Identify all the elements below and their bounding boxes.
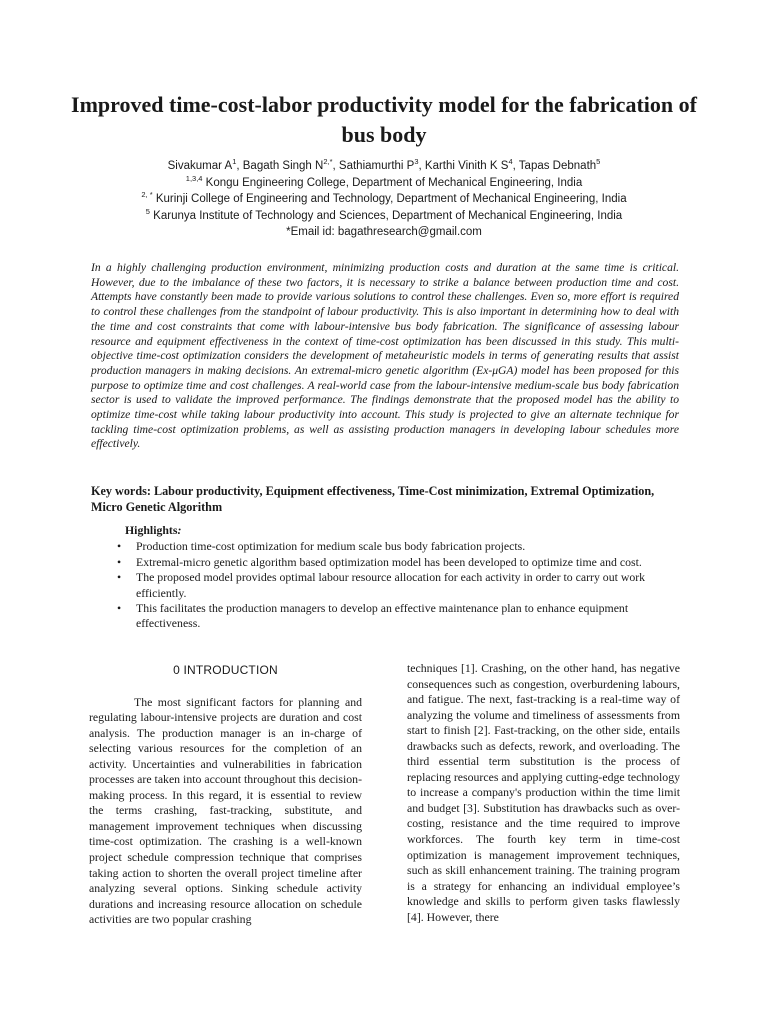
paper-title: Improved time-cost-labor productivity model for the fabrication of bus body — [71, 92, 697, 147]
highlight-item — [117, 555, 687, 570]
affiliation-superscript: 1,3,4 — [185, 173, 203, 183]
highlights-colon: : — [177, 523, 182, 537]
author-superscript: 3 — [414, 157, 419, 167]
highlights-heading — [125, 523, 687, 538]
highlight-item — [117, 539, 687, 554]
abstract: In a highly challenging production environment, minimizing production costs and duration at the same time is critical. However, due to the imbalance of these two factors, it is necessary to strike a balance between production time and cost. Attempts have constantly been made to provide various solutions to control these challenges. Even so, more effort is required to control these challenges from the standpoint of labour productivity. This is also important in determining how to deal with the time and cost constraints that come with labour-intensive bus body fabrication. The significance of assessing labour resource and equipment effectiveness in the context of time-cost optimization has been discussed in this study. This multi-objective time-cost optimization considers the development of metaheuristic models in terms of generating results that assist production managers in making decisions. An extremal-micro genetic algorithm (Ex-μGA) model has been proposed for this purpose to optimize time and cost challenges. A real-world case from the labour-intensive medium-scale bus body fabrication sector is used to validate the improved performance. The findings demonstrate that the proposed model has the ability to optimize time-cost while taking labour productivity into account. This study is projected to give an alternate technique for tackling time-cost optimization problems, as well as assisting production managers in developing labour schedules more effectively. — [91, 261, 679, 451]
affiliation-line — [40, 175, 728, 192]
affiliation-superscript: 2, * — [141, 190, 153, 200]
affiliation-line — [40, 191, 728, 208]
author-block — [40, 158, 728, 241]
author-name: Sivakumar A — [167, 160, 233, 172]
keywords: Key words: Labour productivity, Equipment effectiveness, Time-Cost minimization, Extremal Optimization, Micro Genetic Algorithm — [91, 484, 655, 514]
bullet-icon: • — [117, 554, 122, 569]
intro-paragraph: The most significant factors for planning and regulating labour-intensive projects are duration and cost analysis. The production manager is an in-charge of selecting various resources for the completion of an activity. Uncertainties and vulnerabilities in fabrication processes are taken into account throughout this decision-making process. In this regard, it is essential to review the terms crashing, fast-tracking, substitute, and management improvement techniques when discussing time-cost optimization. The crashing is a well-known project schedule compression technique that comprises taking action to shorten the overall project timeline after analyzing several options. Sinking schedule activity durations and increasing resource allocation on schedule activities are two popular crashing — [89, 694, 362, 927]
author-list: Sivakumar $A^1$, Bagath Singh $N^{2,*}$, Sathiamurthi $P^3$, Karthi Vinith K $S^4$, Tapas Debnath$^5$ — [167, 157, 601, 172]
bullet-icon: • — [117, 570, 122, 585]
highlight-text: This facilitates the production managers to develop an effective maintenance plan to enhance equipment effectiveness. — [136, 601, 629, 631]
affiliation-text: Kurinji College of Engineering and Technology, Department of Mechanical Engineering, India — [155, 193, 627, 205]
highlight-text: Extremal-micro genetic algorithm based optimization model has been developed to optimize time and cost. — [136, 554, 642, 569]
affiliation-text: Karunya Institute of Technology and Sciences, Department of Mechanical Engineering, India — [153, 209, 623, 222]
author-name: Bagath Singh N — [242, 160, 324, 172]
highlight-text: Production time-cost optimization for medium scale bus body fabrication projects. — [136, 539, 526, 554]
highlights-title: Highlights — [125, 523, 178, 537]
bullet-icon: • — [117, 539, 122, 554]
author-superscript: 4 — [508, 157, 513, 167]
author-superscript: 5 — [596, 157, 601, 167]
affiliation-text: Kongu Engineering College, Department of Mechanical Engineering, India — [205, 176, 583, 189]
author-superscript: 2,* — [323, 157, 333, 167]
author-email: *Email id: bagathresearch@gmail.com — [286, 226, 482, 238]
bullet-icon: • — [117, 601, 122, 616]
intro-right-column — [407, 661, 680, 925]
author-name: Karthi Vinith K S — [424, 160, 509, 172]
affiliation-superscript: 5 — [145, 206, 150, 216]
highlight-item — [117, 570, 687, 601]
intro-paragraph-continued: techniques [1]. Crashing, on the other hand, has negative consequences such as congestion, overburdening labours, and fatigue. The next, fast-tracking is a real-time way of analyzing the volume and timeliness of assessments from start to finish [2]. Fast-tracking, on the other side, entails drawbacks such as defects, rework, and overloading. The third essential term substitution is the process of replacing resources and applying cutting-edge technology to increase a company's production within the time limit and budget [3]. Substitution has drawbacks such as over-costing, resistance and the time required to improve workforces. The fourth key term in time-cost optimization is management improvement techniques, such as skill enhancement training. The training program is a strategy for enhancing an individual employee’s knowledge and skills to perform given tasks flawlessly [4]. However, there — [407, 661, 680, 924]
author-name: Tapas Debnath — [518, 160, 597, 172]
section-heading-introduction: 0 INTRODUCTION — [173, 663, 278, 677]
highlight-item — [117, 601, 687, 632]
affiliation-line — [40, 208, 728, 225]
highlight-text: The proposed model provides optimal labour resource allocation for each activity in order to carry out work efficiently. — [136, 570, 646, 600]
author-name: Sathiamurthi P — [338, 160, 415, 172]
intro-left-column — [89, 660, 362, 928]
highlights-section — [117, 523, 687, 632]
author-superscript: 1 — [232, 157, 237, 167]
highlights-list — [117, 539, 687, 631]
